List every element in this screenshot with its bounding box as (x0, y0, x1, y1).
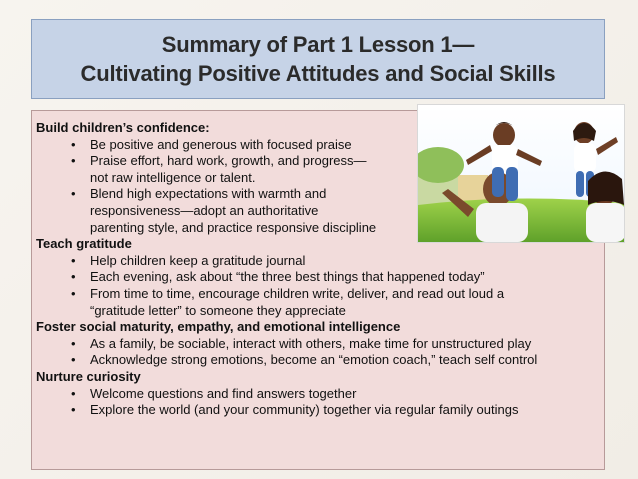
bullet-icon: • (71, 186, 76, 202)
item-line: Each evening, ask about “the three best things that happened today” (90, 269, 485, 285)
bullet-icon: • (71, 285, 76, 301)
bullet-icon: • (71, 269, 76, 285)
section-heading-gratitude: Teach gratitude (36, 236, 132, 252)
family-photo (417, 104, 625, 243)
section-heading-social-maturity: Foster social maturity, empathy, and emotional intelligence (36, 319, 401, 335)
slide-title-line-2: Cultivating Positive Attitudes and Social Skills (80, 60, 556, 86)
item-line: Explore the world (and your community) together via regular family outings (90, 402, 519, 418)
item-line: Blend high expectations with warmth and (90, 186, 327, 202)
list-item (36, 352, 608, 369)
item-line: As a family, be sociable, interact with others, make time for unstructured play (90, 335, 532, 351)
bullet-icon: • (71, 402, 76, 418)
item-line: Be positive and generous with focused praise (90, 136, 352, 152)
bullet-icon: • (71, 385, 76, 401)
bullet-icon: • (71, 335, 76, 351)
bullet-icon: • (71, 153, 76, 169)
item-line: “gratitude letter” to someone they appreciate (90, 302, 346, 318)
item-line: parenting style, and practice responsive discipline (90, 219, 377, 235)
item-line: Praise effort, hard work, growth, and progress— (90, 153, 367, 169)
list-item (36, 402, 608, 419)
item-line: Welcome questions and find answers together (90, 385, 357, 401)
list-item (36, 269, 608, 286)
slide-title-line-1: Summary of Part 1 Lesson 1— (161, 31, 475, 57)
item-line: not raw intelligence or talent. (90, 169, 256, 185)
family-photo-illustration (418, 105, 624, 242)
bullet-icon: • (71, 136, 76, 152)
item-line: Acknowledge strong emotions, become an “emotion coach,” teach self control (90, 352, 538, 368)
item-line: responsiveness—adopt an authoritative (90, 202, 319, 218)
bullet-icon: • (71, 352, 76, 368)
list-item (36, 286, 608, 319)
bullet-icon: • (71, 252, 76, 268)
section-heading-confidence: Build children’s confidence: (36, 120, 210, 135)
section-heading-curiosity: Nurture curiosity (36, 368, 141, 384)
item-line: Help children keep a gratitude journal (90, 252, 306, 268)
list-item (36, 253, 608, 270)
item-line: From time to time, encourage children write, deliver, and read out loud a (90, 285, 505, 301)
title-box (31, 19, 605, 99)
list-item (36, 386, 608, 403)
list-item (36, 336, 608, 353)
